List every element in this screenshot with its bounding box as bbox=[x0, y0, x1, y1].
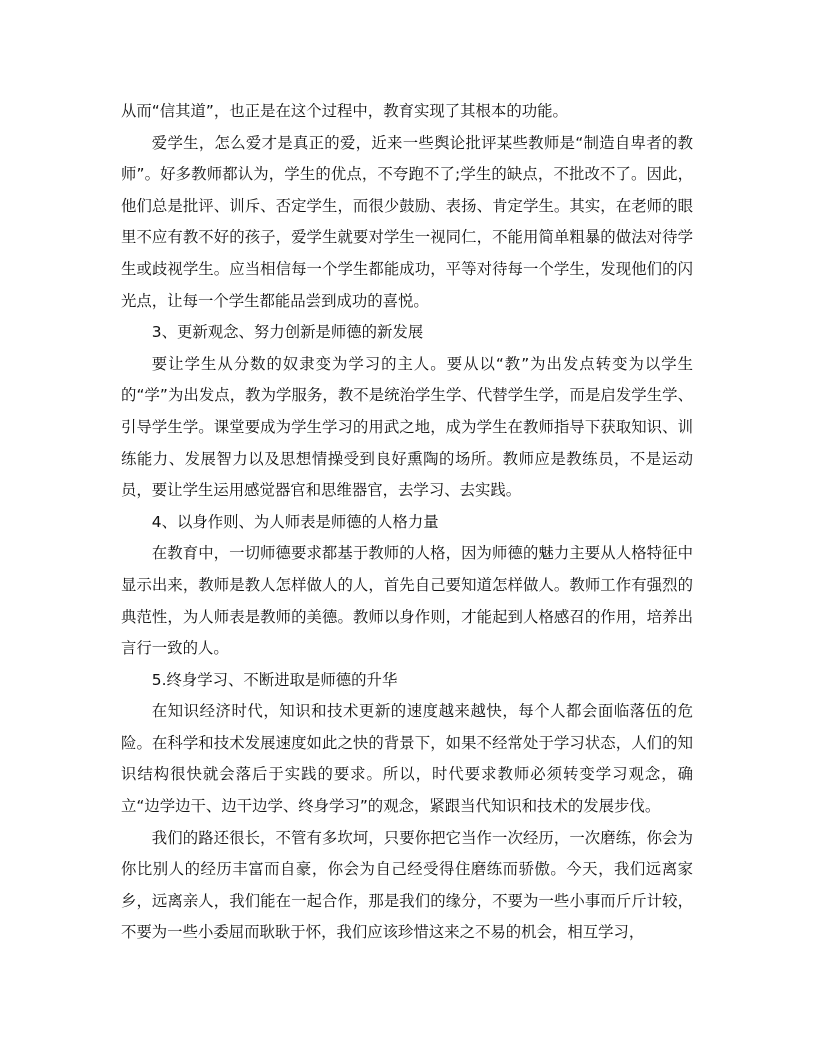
paragraph-new-concepts: 要让学生从分数的奴隶变为学习的主人。要从以“教”为出发点转变为以学生的“学”为出发点，教为学服务，教不是统治学生学、代替学生学，而是启发学生学、引导学生学。课堂要成为学生学习的用武之地，成为学生在教师指导下获取知识、训练能力、发展智力以及思想情操受到良好熏陶的场所。教师应是教练员，不是运动员，要让学生运用感觉器官和思维器官，去学习、去实践。 bbox=[121, 354, 693, 500]
paragraph-love-students: 爱学生，怎么爱才是真正的爱，近来一些舆论批评某些教师是“制造自卑者的教师”。好多教师都认为，学生的优点，不夸跑不了;学生的缺点，不批改不了。因此，他们总是批评、训斥、否定学生，而很少鼓励、表扬、肯定学生。其实，在老师的眼里不应有教不好的孩子，爱学生就要对学生一视同仁，不能用简单粗暴的做法对待学生或歧视学生。应当相信每一个学生都能成功，平等对待每一个学生，发现他们的闪光点，让每一个学生都能品尝到成功的喜悦。 bbox=[121, 133, 693, 310]
paragraph-continuation: 从而“信其道”，也正是在这个过程中，教育实现了其根本的功能。 bbox=[121, 102, 568, 120]
paragraph-closing: 我们的路还很长，不管有多坎坷，只要你把它当作一次经历，一次磨练，你会为你比别人的经历丰富而自豪，你会为自己经受得住磨练而骄傲。今天，我们远离家乡，远离亲人，我们能在一起合作，那是我们的缘分，不要为一些小事而斤斤计较，不要为一些小委屈而耿耿于怀，我们应该珍惜这来之不易的机会，相互学习， bbox=[121, 828, 693, 942]
document-body bbox=[121, 96, 693, 949]
section-heading-5: 5.终身学习、不断进取是师德的升华 bbox=[151, 670, 398, 689]
section-heading-4: 4、以身作则、为人师表是师德的人格力量 bbox=[151, 512, 439, 531]
section-heading-3: 3、更新观念、努力创新是师德的新发展 bbox=[151, 323, 424, 342]
paragraph-role-model: 在教育中，一切师德要求都基于教师的人格，因为师德的魅力主要从人格特征中显示出来，教师是教人怎样做人的人，首先自己要知道怎样做人。教师工作有强烈的典范性，为人师表是教师的美德。教师以身作则，才能起到人格感召的作用，培养出言行一致的人。 bbox=[121, 544, 693, 658]
paragraph-lifelong-learning: 在知识经济时代，知识和技术更新的速度越来越快，每个人都会面临落伍的危险。在科学和技术发展速度如此之快的背景下，如果不经常处于学习状态，人们的知识结构很快就会落后于实践的要求。所以，时代要求教师必须转变学习观念，确立“边学边干、边干边学、终身学习”的观念，紧跟当代知识和技术的发展步伐。 bbox=[121, 702, 693, 816]
